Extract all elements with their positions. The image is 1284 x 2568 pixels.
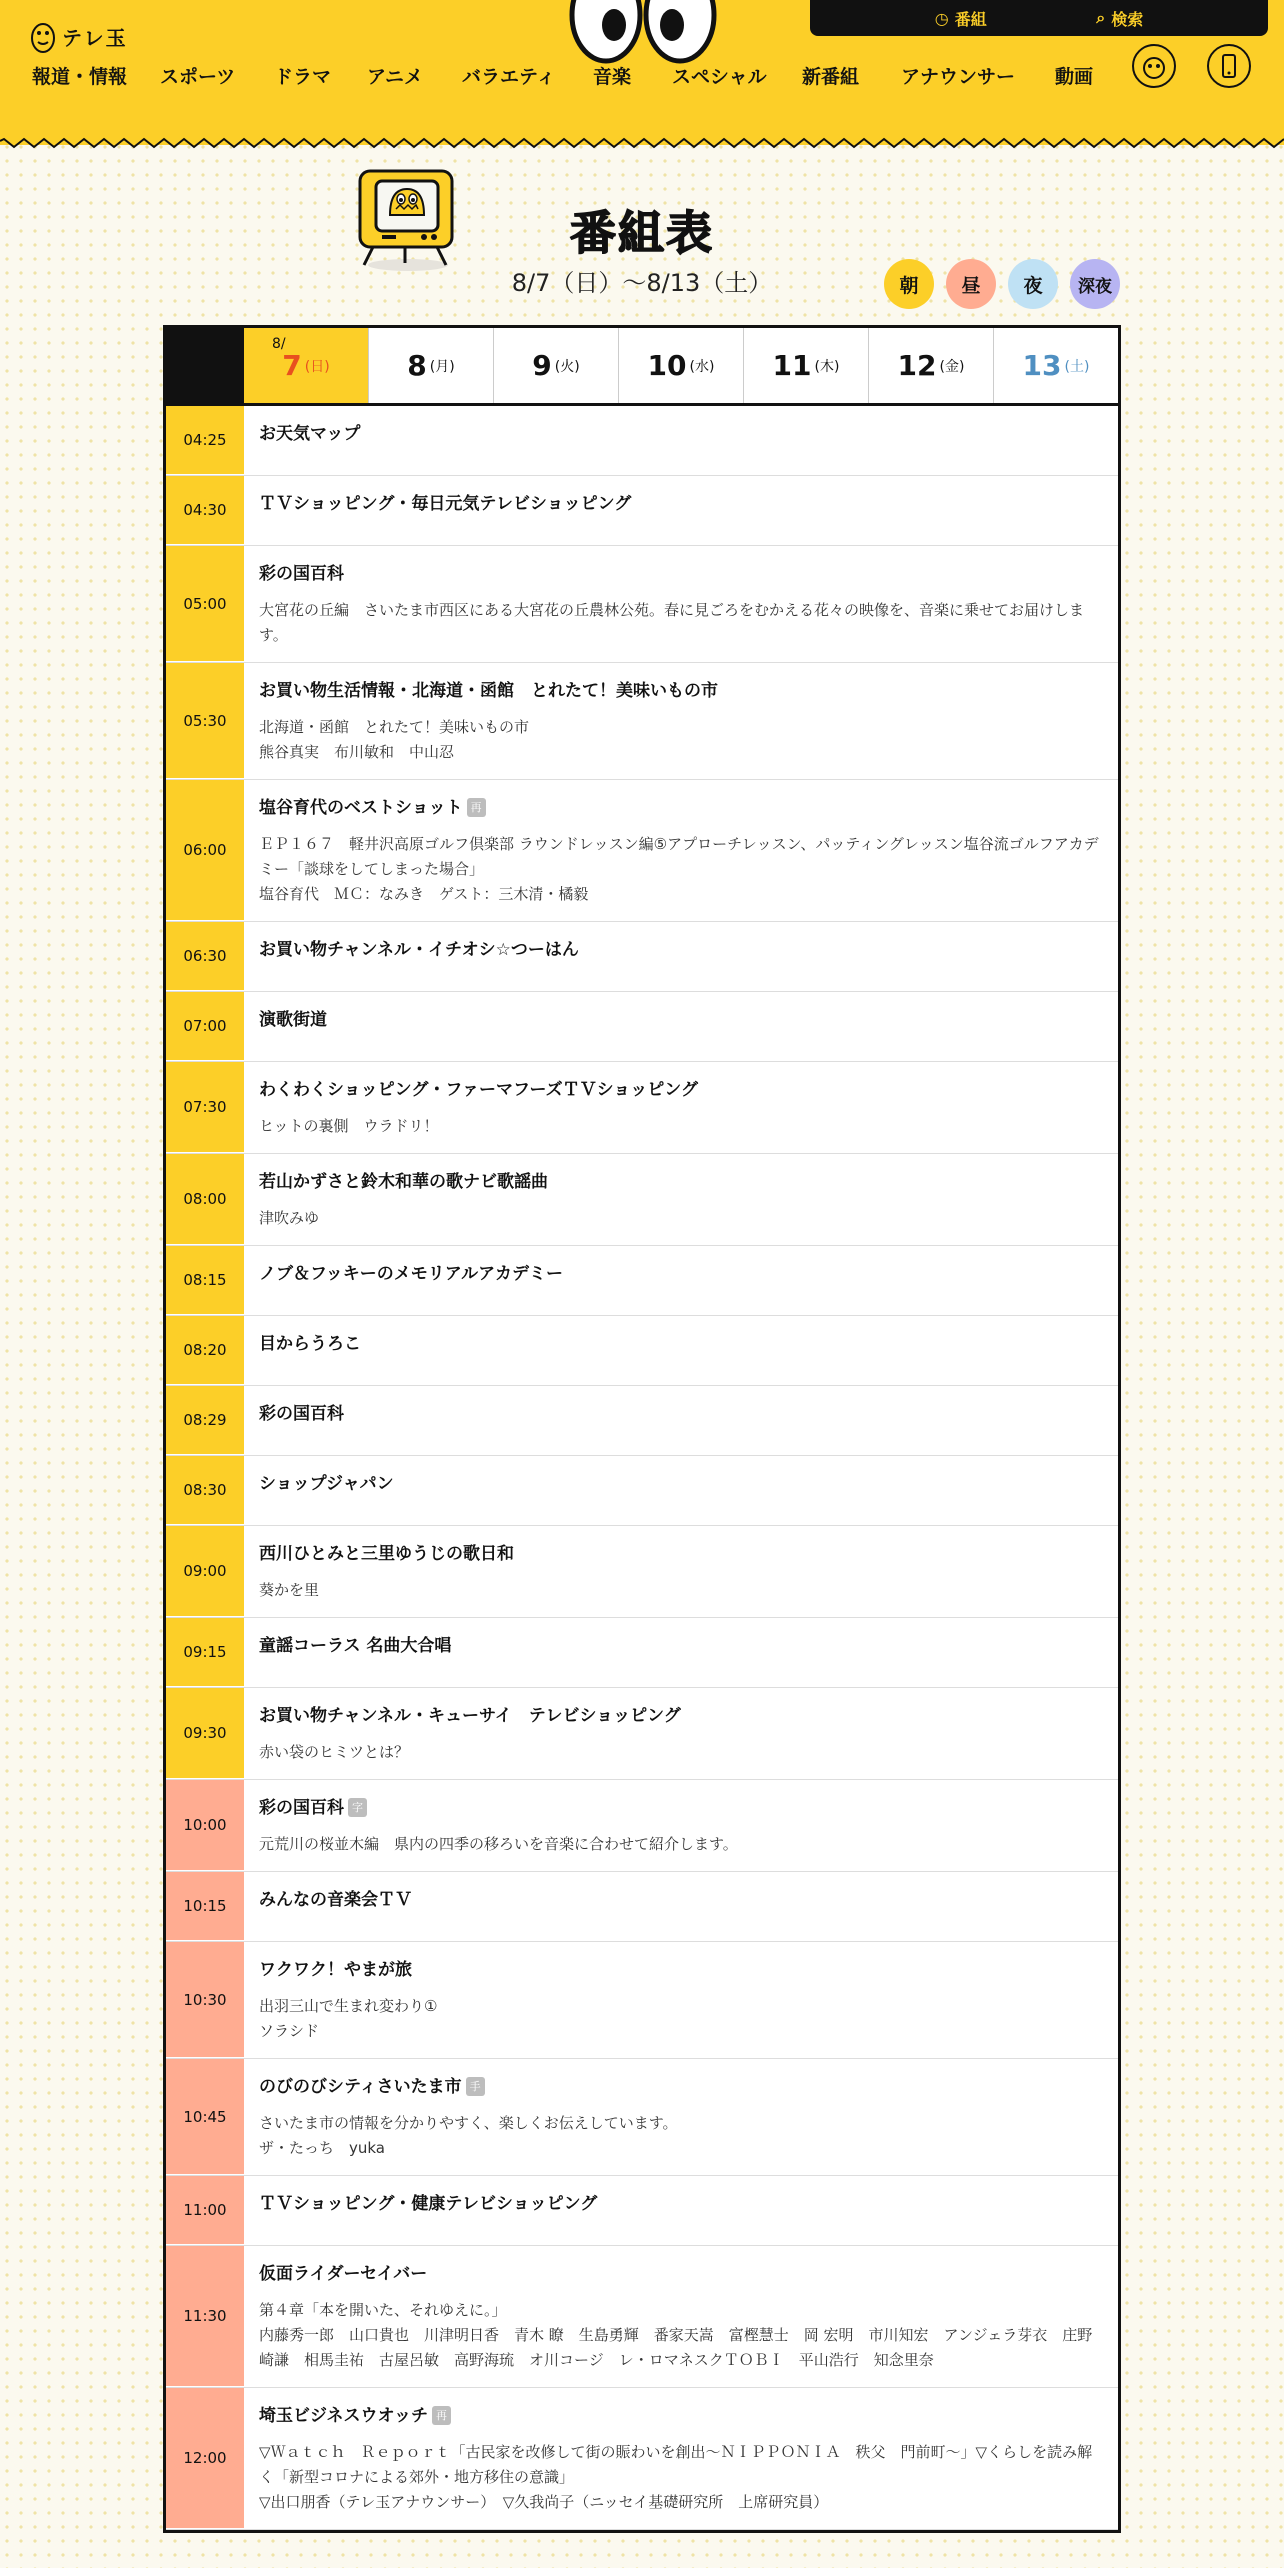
day-tab[interactable] bbox=[368, 328, 493, 403]
program-cell[interactable] bbox=[244, 2388, 1118, 2529]
program-row bbox=[166, 406, 1118, 476]
program-title-line bbox=[259, 2075, 1103, 2099]
program-row bbox=[166, 1062, 1118, 1154]
program-row bbox=[166, 1316, 1118, 1386]
program-description: さいたま市の情報を分かりやすく、楽しくお伝えしています。 ザ・たっち yuka bbox=[259, 2114, 678, 2157]
program-title: 西川ひとみと三里ゆうじの歌日和 bbox=[259, 1544, 514, 1564]
program-cell[interactable] bbox=[244, 476, 1118, 545]
period-daytime-button[interactable]: 昼 bbox=[946, 259, 996, 309]
program-cell[interactable] bbox=[244, 546, 1118, 662]
program-title: ワクワク！やまが旅 bbox=[259, 1960, 412, 1980]
nav-sports[interactable]: スポーツ bbox=[160, 66, 236, 88]
logo-text: テレ玉 bbox=[62, 25, 128, 50]
program-time: 09:15 bbox=[166, 1618, 244, 1687]
program-title-line bbox=[259, 679, 1103, 703]
program-time: 05:00 bbox=[166, 546, 244, 662]
day-tab[interactable] bbox=[493, 328, 618, 403]
program-cell[interactable] bbox=[244, 406, 1118, 475]
program-title-line bbox=[259, 1958, 1103, 1982]
day-number: 8 bbox=[407, 349, 427, 382]
program-cell[interactable] bbox=[244, 1688, 1118, 1779]
mascot-face-icon bbox=[1134, 46, 1174, 86]
program-row bbox=[166, 1154, 1118, 1246]
program-title-line bbox=[259, 1704, 1103, 1728]
program-title-line bbox=[259, 1170, 1103, 1194]
date-range: 8/7（日）〜8/13（土） bbox=[511, 269, 773, 297]
program-cell[interactable] bbox=[244, 1872, 1118, 1941]
program-title: お買い物生活情報・北海道・函館 とれたて！美味いもの市 bbox=[259, 681, 718, 701]
program-description: 葵かを里 bbox=[259, 1581, 320, 1599]
program-row bbox=[166, 2059, 1118, 2176]
program-description: 赤い袋のヒミツとは？ bbox=[259, 1743, 410, 1761]
program-row bbox=[166, 1872, 1118, 1942]
program-title-line bbox=[259, 562, 1103, 586]
program-cell[interactable] bbox=[244, 2059, 1118, 2175]
program-cell[interactable] bbox=[244, 922, 1118, 991]
program-description: 大宮花の丘編 さいたま市西区にある大宮花の丘農林公苑。春に見ごろをむかえる花々の映像を、音楽に乗せてお届けします。 bbox=[259, 601, 1085, 644]
days-corner bbox=[166, 328, 244, 403]
program-time: 10:15 bbox=[166, 1872, 244, 1941]
program-row bbox=[166, 1526, 1118, 1618]
day-number: 9 bbox=[532, 349, 552, 382]
program-row bbox=[166, 1780, 1118, 1872]
program-row bbox=[166, 2388, 1118, 2530]
program-title: お天気マップ bbox=[259, 424, 361, 444]
nav-anime[interactable]: アニメ bbox=[367, 66, 424, 88]
program-row bbox=[166, 1456, 1118, 1526]
nav-new-programs[interactable]: 新番組 bbox=[802, 66, 860, 88]
program-time: 04:30 bbox=[166, 476, 244, 545]
program-title-line bbox=[259, 796, 1103, 820]
program-title: みんなの音楽会ＴＶ bbox=[259, 1890, 412, 1910]
program-cell[interactable] bbox=[244, 1526, 1118, 1617]
program-schedule bbox=[163, 325, 1121, 2533]
program-time: 10:45 bbox=[166, 2059, 244, 2175]
program-title: 演歌街道 bbox=[259, 1010, 327, 1030]
program-time: 08:30 bbox=[166, 1456, 244, 1525]
program-description: 出羽三山で生まれ変わり① ソラシド bbox=[259, 1997, 438, 2040]
day-tab[interactable] bbox=[993, 328, 1118, 403]
page-title: 番組表 bbox=[570, 206, 714, 260]
program-title-line bbox=[259, 1008, 1103, 1032]
program-cell[interactable] bbox=[244, 1062, 1118, 1153]
program-title-line bbox=[259, 1262, 1103, 1286]
day-number: 13 bbox=[1022, 349, 1062, 382]
program-row bbox=[166, 1618, 1118, 1688]
program-title: 目からうろこ bbox=[259, 1334, 361, 1354]
program-row bbox=[166, 476, 1118, 546]
program-title-line bbox=[259, 1332, 1103, 1356]
program-time: 04:25 bbox=[166, 406, 244, 475]
program-time: 10:00 bbox=[166, 1780, 244, 1871]
program-title-line bbox=[259, 1078, 1103, 1102]
program-title: 彩の国百科 bbox=[259, 1798, 344, 1818]
egg-mascot-icon bbox=[30, 18, 56, 54]
teletama-point-icon[interactable] bbox=[1207, 44, 1251, 88]
program-badge: 再 bbox=[467, 798, 486, 817]
program-title: ノブ＆フッキーのメモリアルアカデミー bbox=[259, 1264, 563, 1284]
top-utility-bar bbox=[810, 0, 1268, 36]
program-title: 彩の国百科 bbox=[259, 564, 344, 584]
program-time: 07:30 bbox=[166, 1062, 244, 1153]
nav-videos[interactable]: 動画 bbox=[1055, 66, 1094, 88]
program-time: 11:30 bbox=[166, 2246, 244, 2387]
program-cell[interactable] bbox=[244, 992, 1118, 1061]
day-weekday: (土) bbox=[1064, 358, 1090, 375]
program-cell[interactable] bbox=[244, 1386, 1118, 1455]
program-cell[interactable] bbox=[244, 2246, 1118, 2387]
program-cell[interactable] bbox=[244, 1456, 1118, 1525]
day-month: 8/ bbox=[272, 336, 286, 352]
program-title-line bbox=[259, 422, 1103, 446]
program-title: 仮面ライダーセイバー bbox=[259, 2264, 428, 2284]
program-description: 第４章「本を開いた、それゆえに。」 内藤秀一郎 山口貴也 川津明日香 青木 瞭 生島勇輝 番家天嵩 富樫慧士 岡 宏明 市川知宏 アンジェラ芽衣 庄野崎謙 相馬圭祐 古屋呂敏 高野海琉 オ川コージ レ・ロマネスクＴＯＢＩ 平山浩行 知念里奈 bbox=[259, 2301, 1093, 2369]
program-cell[interactable] bbox=[244, 1246, 1118, 1315]
program-title: わくわくショッピング・ファーマフーズＴＶショッピング bbox=[259, 1080, 698, 1100]
phone-icon bbox=[1209, 46, 1249, 86]
program-time: 08:15 bbox=[166, 1246, 244, 1315]
program-title-line bbox=[259, 938, 1103, 962]
teletama-kun-icon[interactable] bbox=[1132, 44, 1176, 88]
program-time: 09:00 bbox=[166, 1526, 244, 1617]
program-description: 元荒川の桜並木編 県内の四季の移ろいを音楽に合わせて紹介します。 bbox=[259, 1835, 738, 1853]
day-weekday: (水) bbox=[689, 358, 715, 375]
day-weekday: (火) bbox=[554, 358, 580, 375]
program-cell[interactable] bbox=[244, 1154, 1118, 1245]
program-time: 12:00 bbox=[166, 2388, 244, 2529]
program-badge: 字 bbox=[348, 1798, 367, 1817]
day-weekday: (日) bbox=[304, 358, 330, 375]
clock-icon: ◷ bbox=[934, 8, 949, 28]
program-badge: 再 bbox=[432, 2406, 451, 2425]
program-time: 08:20 bbox=[166, 1316, 244, 1385]
day-weekday: (金) bbox=[939, 358, 965, 375]
program-title: 塩谷育代のベストショット bbox=[259, 798, 463, 818]
program-row bbox=[166, 663, 1118, 780]
day-tabs bbox=[166, 328, 1118, 406]
program-title-line bbox=[259, 1472, 1103, 1496]
program-title: ショップジャパン bbox=[259, 1474, 394, 1494]
mascot-eyes-icon bbox=[568, 0, 718, 66]
program-row bbox=[166, 2246, 1118, 2388]
program-cell[interactable] bbox=[244, 1780, 1118, 1871]
program-time: 07:00 bbox=[166, 992, 244, 1061]
period-night-button[interactable]: 夜 bbox=[1008, 259, 1058, 309]
day-number: 7 bbox=[282, 349, 302, 382]
program-description: ヒットの裏側 ウラドリ！ bbox=[259, 1117, 439, 1135]
title-area bbox=[0, 145, 1284, 325]
program-cell[interactable] bbox=[244, 1942, 1118, 2058]
program-title: のびのびシティさいたま市 bbox=[259, 2077, 462, 2097]
program-title: 童謡コーラス 名曲大合唱 bbox=[259, 1636, 452, 1656]
program-title-line bbox=[259, 1542, 1103, 1566]
program-list bbox=[166, 406, 1118, 2530]
program-cell[interactable] bbox=[244, 663, 1118, 779]
program-guide-link[interactable] bbox=[935, 7, 987, 30]
nav-news[interactable]: 報道・情報 bbox=[32, 66, 128, 88]
nav-special[interactable]: スペシャル bbox=[672, 66, 767, 88]
program-description: ＥＰ１６７ 軽井沢高原ゴルフ倶楽部 ラウンドレッスン編⑤アプローチレッスン、パッティングレッスン塩谷流ゴルフアカデミー「談球をしてしまった場合」 塩谷育代 ＭＣ：なみき ゲスト：三木清・橘毅 bbox=[259, 835, 1099, 903]
search-icon: ⌕ bbox=[1096, 8, 1106, 27]
nav-variety[interactable]: バラエティ bbox=[462, 66, 556, 88]
program-time: 11:00 bbox=[166, 2176, 244, 2245]
program-description: 北海道・函館 とれたて！美味いもの市 熊谷真実 布川敏和 中山忍 bbox=[259, 718, 530, 761]
program-guide-label: 番組 bbox=[954, 9, 987, 29]
program-cell[interactable] bbox=[244, 1618, 1118, 1687]
site-header bbox=[0, 0, 1284, 145]
program-row bbox=[166, 1386, 1118, 1456]
program-time: 08:29 bbox=[166, 1386, 244, 1455]
program-row bbox=[166, 1688, 1118, 1780]
program-title: 彩の国百科 bbox=[259, 1404, 344, 1424]
program-title-line bbox=[259, 1888, 1103, 1912]
program-time: 05:30 bbox=[166, 663, 244, 779]
program-time: 08:00 bbox=[166, 1154, 244, 1245]
program-title-line bbox=[259, 2404, 1103, 2428]
search-link[interactable] bbox=[1096, 7, 1143, 30]
day-tab[interactable] bbox=[244, 328, 368, 403]
program-badge: 手 bbox=[466, 2077, 485, 2096]
program-title: お買い物チャンネル・キューサイ テレビショッピング bbox=[259, 1706, 681, 1726]
day-tab[interactable] bbox=[743, 328, 868, 403]
program-title-line bbox=[259, 1634, 1103, 1658]
program-row bbox=[166, 2176, 1118, 2246]
program-description: 津吹みゆ bbox=[259, 1209, 320, 1227]
nav-music[interactable]: 音楽 bbox=[593, 66, 632, 88]
program-row bbox=[166, 1942, 1118, 2059]
program-title: ＴＶショッピング・毎日元気テレビショッピング bbox=[259, 494, 632, 514]
program-title-line bbox=[259, 492, 1103, 516]
period-morning-button[interactable]: 朝 bbox=[884, 259, 934, 309]
program-row bbox=[166, 1246, 1118, 1316]
search-label: 検索 bbox=[1111, 9, 1144, 29]
program-title: 埼玉ビジネスウオッチ bbox=[259, 2406, 428, 2426]
day-number: 11 bbox=[772, 349, 812, 382]
nav-announcers[interactable]: アナウンサー bbox=[901, 66, 1016, 88]
day-tab[interactable] bbox=[618, 328, 743, 403]
program-row bbox=[166, 992, 1118, 1062]
program-cell[interactable] bbox=[244, 780, 1118, 921]
program-time: 06:30 bbox=[166, 922, 244, 991]
program-cell[interactable] bbox=[244, 1316, 1118, 1385]
program-title-line bbox=[259, 1402, 1103, 1426]
program-row bbox=[166, 922, 1118, 992]
program-title: お買い物チャンネル・イチオシ☆つーはん bbox=[259, 940, 579, 960]
program-description: ▽Ｗａｔｃｈ Ｒｅｐｏｒｔ「古民家を改修して街の賑わいを創出～ＮＩＰＰＯＮＩＡ 秩父 門前町～」▽くらしを読み解く「新型コロナによる郊外・地方移住の意識」 ▽出口朋香（テレ玉アナウンサー） ▽久我尚子（ニッセイ基礎研究所 上席研究員） bbox=[259, 2443, 1093, 2511]
program-title: 若山かずさと鈴木和華の歌ナビ歌謡曲 bbox=[259, 1172, 548, 1192]
program-row bbox=[166, 780, 1118, 922]
program-title: ＴＶショッピング・健康テレビショッピング bbox=[259, 2194, 598, 2214]
period-buttons bbox=[884, 259, 1120, 309]
day-number: 12 bbox=[897, 349, 937, 382]
program-time: 06:00 bbox=[166, 780, 244, 921]
site-logo[interactable] bbox=[30, 18, 128, 54]
day-number: 10 bbox=[647, 349, 687, 382]
nav-drama[interactable]: ドラマ bbox=[274, 66, 332, 88]
day-weekday: (木) bbox=[814, 358, 840, 375]
program-time: 09:30 bbox=[166, 1688, 244, 1779]
day-weekday: (月) bbox=[429, 358, 455, 375]
day-tab[interactable] bbox=[868, 328, 993, 403]
program-title-line bbox=[259, 2262, 1103, 2286]
program-title-line bbox=[259, 2192, 1103, 2216]
program-title-line bbox=[259, 1796, 1103, 1820]
program-row bbox=[166, 546, 1118, 663]
period-late-night-button[interactable]: 深夜 bbox=[1070, 259, 1120, 309]
program-time: 10:30 bbox=[166, 1942, 244, 2058]
program-cell[interactable] bbox=[244, 2176, 1118, 2245]
